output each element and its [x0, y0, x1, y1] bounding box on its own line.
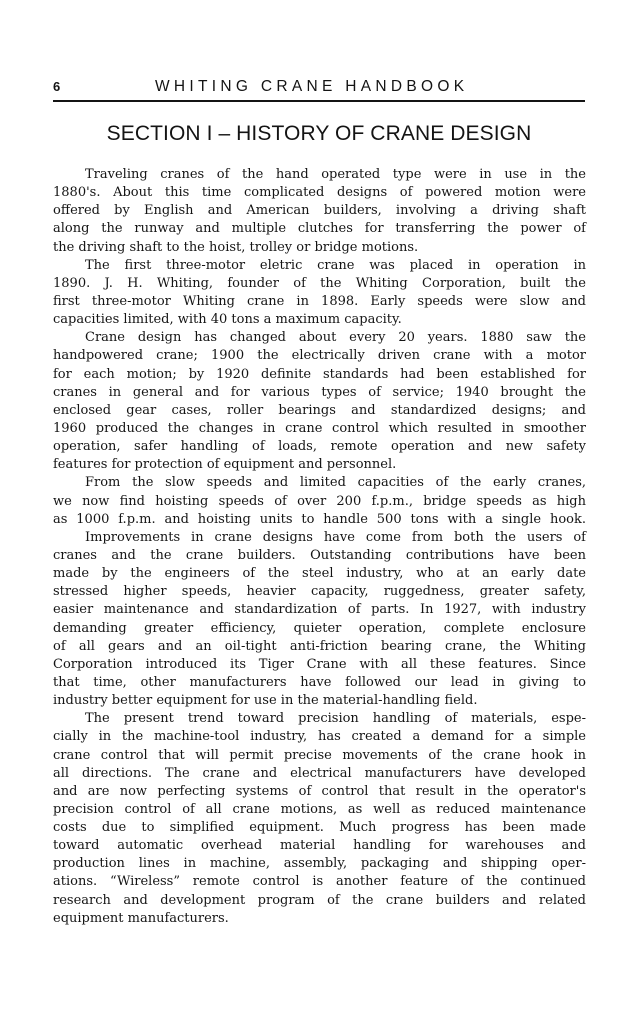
text-line: The first three-motor eletric crane was placed in operation in: [85, 257, 586, 273]
text-line: 1880's. About this time complicated designs of powered motion were: [53, 185, 586, 201]
text-line: operation, safer handling of loads, remote operation and new safety: [53, 439, 586, 455]
text-line: easier maintenance and standardization of parts. In 1927, with industry: [53, 602, 586, 618]
paragraph: [53, 529, 586, 710]
text-line: research and development program of the crane builders and related: [53, 892, 586, 908]
text-line: stressed higher speeds, heavier capacity, ruggedness, greater safety,: [53, 584, 586, 600]
running-header: [53, 76, 585, 102]
paragraph: [53, 329, 586, 474]
body-text: [53, 166, 586, 928]
text-line: the driving shaft to the hoist, trolley or bridge motions.: [53, 239, 419, 255]
text-line: along the runway and multiple clutches for transferring the power of: [53, 221, 586, 237]
text-line: toward automatic overhead material handling for warehouses and: [53, 838, 586, 854]
paragraph: [53, 710, 586, 928]
text-line: all directions. The crane and electrical manufacturers have developed: [53, 765, 586, 781]
paragraph: [53, 474, 586, 528]
text-line: as 1000 f.p.m. and hoisting units to handle 500 tons with a single hook.: [53, 511, 586, 527]
text-line: first three-motor Whiting crane in 1898. Early speeds were slow and: [53, 293, 586, 309]
text-line: 1890. J. H. Whiting, founder of the Whiting Corporation, built the: [53, 275, 586, 291]
text-line: cially in the machine-tool industry, has created a demand for a simple: [53, 729, 586, 745]
text-line: offered by English and American builders, involving a driving shaft: [53, 203, 586, 219]
text-line: enclosed gear cases, roller bearings and standardized designs; and: [53, 402, 586, 418]
text-line: The present trend toward precision handling of materials, espe-: [85, 711, 586, 727]
paragraph: [53, 257, 586, 330]
header-rule: [53, 100, 585, 102]
text-line: precision control of all crane motions, as well as reduced maintenance: [53, 801, 586, 817]
section-title: SECTION I – HISTORY OF CRANE DESIGN: [106, 122, 532, 145]
text-line: Improvements in crane designs have come from both the users of: [85, 529, 586, 545]
text-line: production lines in machine, assembly, packaging and shipping oper-: [53, 856, 586, 872]
text-line: made by the engineers of the steel industry, who at an early date: [53, 566, 586, 582]
text-line: cranes in general and for various types of service; 1940 brought the: [53, 384, 586, 400]
text-line: crane control that will permit precise movements of the crane hook in: [53, 747, 586, 763]
text-line: and are now perfecting systems of control that result in the operator's: [53, 783, 586, 799]
text-line: costs due to simplified equipment. Much progress has been made: [53, 820, 586, 836]
text-line: that time, other manufacturers have followed our lead in giving to: [53, 674, 586, 690]
text-line: industry better equipment for use in the material-handling field.: [53, 693, 478, 709]
running-title: WHITING CRANE HANDBOOK: [155, 78, 469, 95]
text-line: capacities limited, with 40 tons a maximum capacity.: [53, 312, 402, 328]
text-line: Crane design has changed about every 20 years. 1880 saw the: [85, 330, 586, 346]
text-line: ations. “Wireless” remote control is another feature of the continued: [53, 874, 586, 890]
text-line: demanding greater efficiency, quieter operation, complete enclosure: [53, 620, 586, 636]
text-line: features for protection of equipment and personnel.: [53, 457, 397, 473]
paragraph: [53, 166, 586, 257]
text-line: From the slow speeds and limited capacities of the early cranes,: [85, 475, 586, 491]
text-line: Traveling cranes of the hand operated type were in use in the: [85, 167, 586, 182]
text-line: for each motion; by 1920 definite standards had been established for: [53, 366, 586, 382]
text-line: equipment manufacturers.: [53, 910, 229, 926]
text-line: of all gears and an oil-tight anti-friction bearing crane, the Whiting: [53, 638, 586, 654]
text-line: Corporation introduced its Tiger Crane with all these features. Since: [53, 656, 586, 672]
page-number: 6: [53, 79, 61, 94]
text-line: handpowered crane; 1900 the electrically driven crane with a motor: [53, 348, 586, 364]
text-line: 1960 produced the changes in crane control which resulted in smoother: [53, 420, 586, 436]
text-line: we now find hoisting speeds of over 200 f.p.m., bridge speeds as high: [53, 493, 586, 509]
text-line: cranes and the crane builders. Outstanding contributions have been: [53, 547, 586, 563]
